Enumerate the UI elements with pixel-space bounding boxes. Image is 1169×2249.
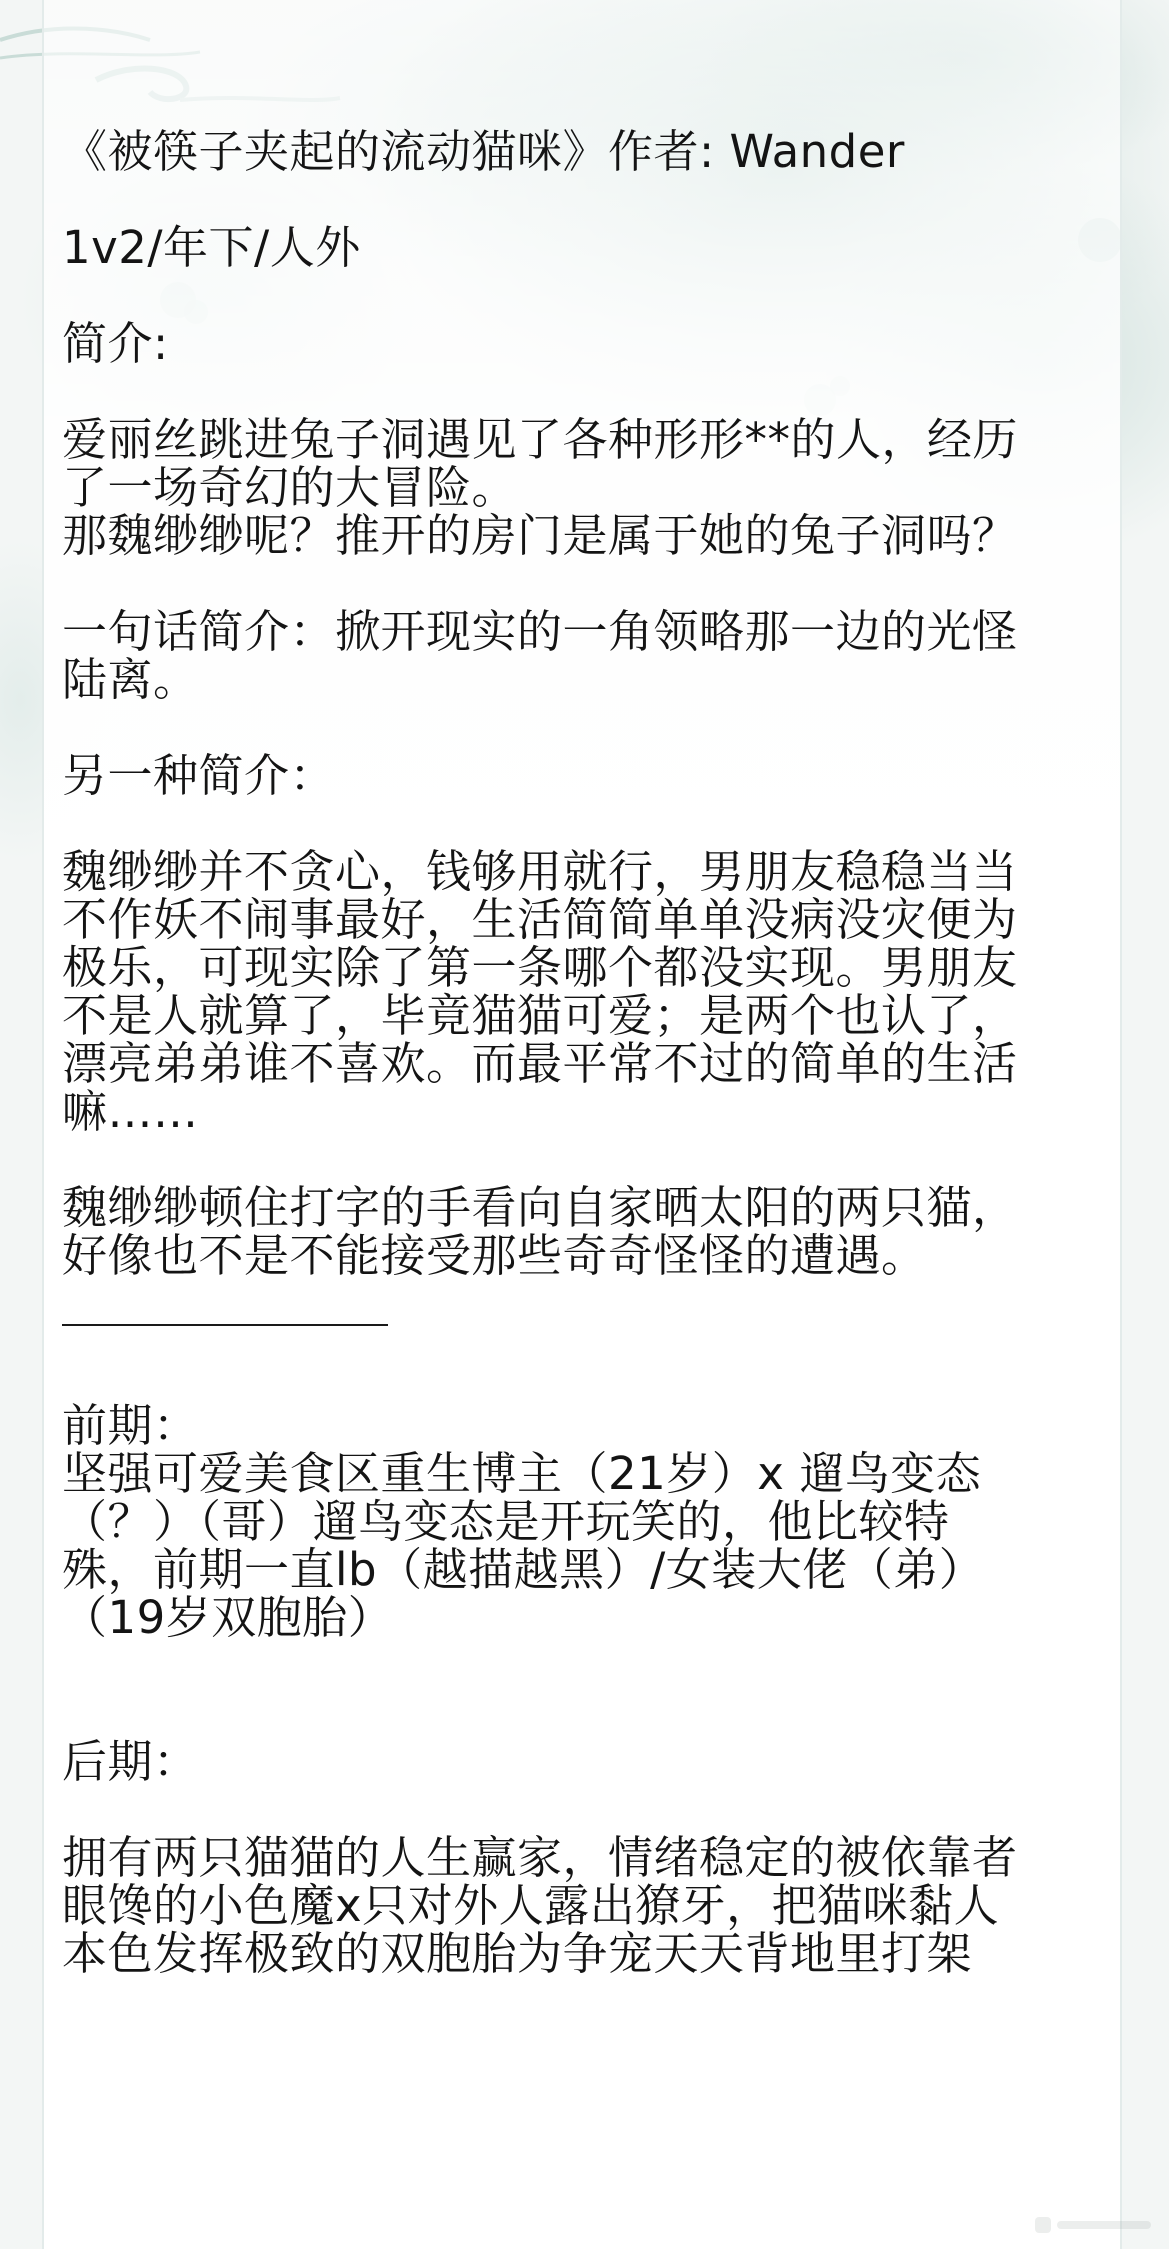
spacer [62,272,1122,320]
spacer [62,1690,1122,1738]
spacer [62,368,1122,416]
spacer [62,176,1122,224]
watermark-logo [1035,2211,1155,2239]
spacer [62,560,1122,608]
one-line-intro: 一句话简介：掀开现实的一角领略那一边的光怪 陆离。 [62,605,1018,706]
alt-intro-body: 魏缈缈并不贪心，钱够用就行，男朋友稳稳当当 不作妖不闹事最好，生活简简单单没病没灾便为 极乐，可现实除了第一条哪个都没实现。男朋友 不是人就算了，毕竟猫猫可爱；是两个也认了， 漂亮弟弟谁不喜欢。而最平常不过的简单的生活 嘛…… [62,845,1018,1138]
article-body [62,125,1122,1980]
spacer [62,1786,1122,1834]
intro-heading: 简介: [62,317,169,370]
spacer [62,704,1122,752]
early-stage-section: 前期： 坚强可爱美食区重生博主（21岁）x 遛鸟变态 （？）（哥）遛鸟变态是开玩笑的，他比较特 殊，前期一直lb（越描越黑）/女装大佬（弟） （19岁双胞胎） [62,1399,985,1644]
spacer [62,1642,1122,1690]
alt-intro-heading: 另一种简介： [62,749,336,802]
cat-paragraph: 魏缈缈顿住打字的手看向自家晒太阳的两只猫， 好像也不是不能接受那些奇奇怪怪的遭遇。 [62,1181,1018,1282]
tags-line: 1v2/年下/人外 [62,221,361,274]
book-title-line: 《被筷子夹起的流动猫咪》作者: Wander [62,125,905,178]
spacer [62,1326,1122,1402]
spacer [62,1136,1122,1184]
late-stage-heading: 后期： [62,1735,199,1788]
intro-body: 爱丽丝跳进兔子洞遇见了各种形形**的人，经历 了一场奇幻的大冒险。 那魏缈缈呢？推开的房门是属于她的兔子洞吗？ [62,413,1019,562]
spacer [62,800,1122,848]
late-stage-body: 拥有两只猫猫的人生赢家，情绪稳定的被依靠者 眼馋的小色魔x只对外人露出獠牙，把猫咪黏人 本色发挥极致的双胞胎为争宠天天背地里打架 [62,1831,1018,1980]
